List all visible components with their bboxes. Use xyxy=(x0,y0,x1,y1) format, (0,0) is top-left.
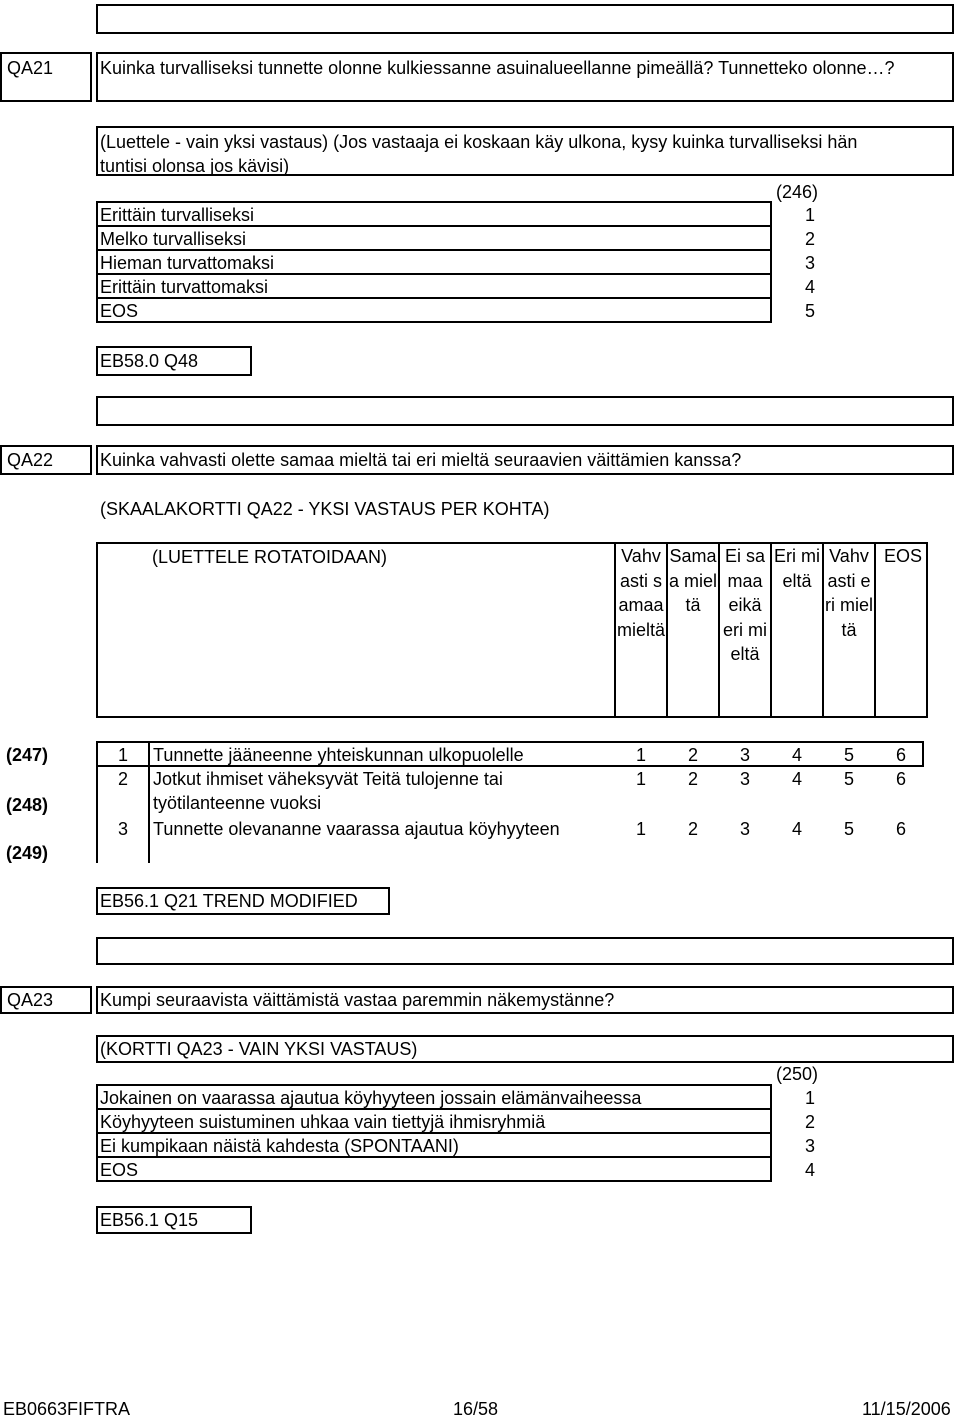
scale-header: EOS xyxy=(883,546,922,566)
option-label: EOS xyxy=(100,301,139,321)
scale-code: 5 xyxy=(843,769,854,789)
option-label: Erittäin turvattomaksi xyxy=(100,277,269,297)
empty-header-box xyxy=(96,4,954,34)
scale-header: Vahvasti eri mieltä xyxy=(825,546,873,640)
scale-code: 4 xyxy=(791,769,802,789)
scale-code: 3 xyxy=(739,819,750,839)
qa22-question: Kuinka vahvasti olette samaa mieltä tai eri mieltä seuraavien väittämien kanssa? xyxy=(100,450,742,470)
divider xyxy=(922,741,924,767)
qa23-column-ref: (250) xyxy=(775,1064,818,1084)
option-code: 4 xyxy=(805,277,816,297)
option-label: Ei kumpikaan näistä kahdesta (SPONTAANI) xyxy=(100,1136,459,1156)
qa21-source: EB58.0 Q48 xyxy=(100,351,199,371)
option-label: Köyhyyteen suistuminen uhkaa vain tiettyjä ihmisryhmiä xyxy=(100,1112,546,1132)
divider xyxy=(96,741,98,863)
item-number: 1 xyxy=(118,745,129,765)
option-label: Erittäin turvalliseksi xyxy=(100,205,255,225)
qa23-code: QA23 xyxy=(7,990,54,1010)
divider xyxy=(770,542,772,718)
divider xyxy=(148,741,150,863)
footer-date: 11/15/2006 xyxy=(862,1399,951,1419)
option-code: 1 xyxy=(805,1088,816,1108)
qa21-column-ref: (246) xyxy=(775,182,818,202)
option-code: 5 xyxy=(805,301,816,321)
qa22-code: QA22 xyxy=(7,450,54,470)
qa23-source: EB56.1 Q15 xyxy=(100,1210,199,1230)
list-item xyxy=(96,297,772,323)
divider xyxy=(822,542,824,718)
qa22-list-header: (LUETTELE ROTATOIDAAN) xyxy=(152,547,388,567)
scale-header: Samaa mieltä xyxy=(669,546,718,615)
item-ref: (247) xyxy=(6,745,49,765)
footer-doc-id: EB0663FIFTRA xyxy=(3,1399,131,1419)
qa22-instruction: (SKAALAKORTTI QA22 - YKSI VASTAUS PER KOHTA) xyxy=(100,499,550,519)
scale-header: Eri mieltä xyxy=(774,546,820,591)
empty-separator-box xyxy=(96,396,954,426)
option-code: 1 xyxy=(805,205,816,225)
scale-code: 1 xyxy=(635,819,646,839)
option-code: 3 xyxy=(805,1136,816,1156)
divider xyxy=(718,542,720,718)
footer-page-number: 16/58 xyxy=(453,1399,499,1419)
scale-code: 1 xyxy=(635,745,646,765)
scale-code: 1 xyxy=(635,769,646,789)
scale-code: 2 xyxy=(687,769,698,789)
scale-code: 6 xyxy=(895,769,906,789)
item-number: 3 xyxy=(118,819,129,839)
divider xyxy=(666,542,668,718)
item-ref: (248) xyxy=(6,795,49,815)
scale-header: Vahvasti samaa mieltä xyxy=(617,546,666,640)
item-label: Tunnette jääneenne yhteiskunnan ulkopuolelle xyxy=(153,745,524,765)
divider xyxy=(874,542,876,718)
scale-code: 2 xyxy=(687,819,698,839)
qa22-source: EB56.1 Q21 TREND MODIFIED xyxy=(100,891,358,911)
item-number: 2 xyxy=(118,769,129,789)
option-code: 2 xyxy=(805,1112,816,1132)
option-code: 3 xyxy=(805,253,816,273)
scale-code: 6 xyxy=(895,819,906,839)
qa23-instruction: (KORTTI QA23 - VAIN YKSI VASTAUS) xyxy=(100,1039,418,1059)
scale-code: 5 xyxy=(843,745,854,765)
scale-code: 4 xyxy=(791,819,802,839)
qa21-question: Kuinka turvalliseksi tunnette olonne kulkiessanne asuinalueellanne pimeällä? Tunnetteko olonne…? xyxy=(100,58,895,78)
item-label: Tunnette olevananne vaarassa ajautua köyhyyteen xyxy=(153,819,560,839)
list-item xyxy=(96,1156,772,1182)
option-label: Melko turvalliseksi xyxy=(100,229,247,249)
scale-code: 4 xyxy=(791,745,802,765)
empty-separator-box xyxy=(96,937,954,965)
option-code: 4 xyxy=(805,1160,816,1180)
scale-header: Ei samaa eikä eri mieltä xyxy=(723,546,767,664)
divider xyxy=(614,542,616,718)
scale-code: 5 xyxy=(843,819,854,839)
option-label: EOS xyxy=(100,1160,139,1180)
qa21-instruction: (Luettele - vain yksi vastaus) (Jos vastaaja ei koskaan käy ulkona, kysy kuinka turvalliseksi hän tuntisi olonsa jos kävisi) xyxy=(100,132,858,176)
scale-code: 2 xyxy=(687,745,698,765)
option-code: 2 xyxy=(805,229,816,249)
qa21-code: QA21 xyxy=(7,58,54,78)
scale-code: 6 xyxy=(895,745,906,765)
item-label: Jotkut ihmiset väheksyvät Teitä tulojenne tai työtilanteenne vuoksi xyxy=(153,769,503,813)
item-ref: (249) xyxy=(6,843,49,863)
option-label: Hieman turvattomaksi xyxy=(100,253,275,273)
option-label: Jokainen on vaarassa ajautua köyhyyteen jossain elämänvaiheessa xyxy=(100,1088,642,1108)
scale-code: 3 xyxy=(739,745,750,765)
qa23-question: Kumpi seuraavista väittämistä vastaa paremmin näkemystänne? xyxy=(100,990,615,1010)
scale-code: 3 xyxy=(739,769,750,789)
